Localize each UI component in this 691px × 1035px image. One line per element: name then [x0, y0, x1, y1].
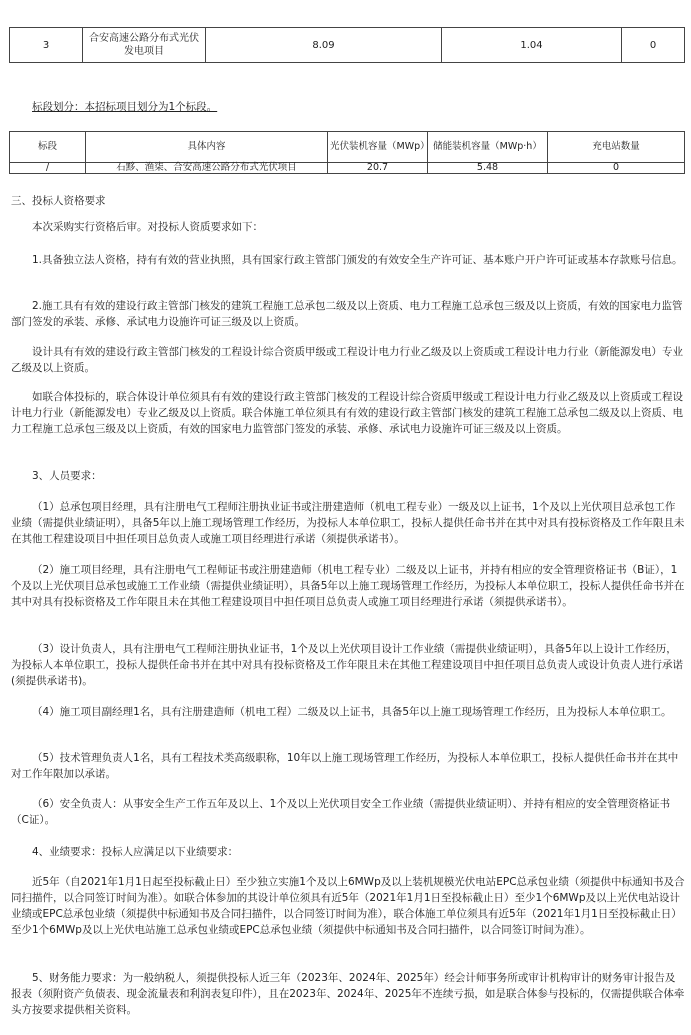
- paragraph-personnel-heading: 3、人员要求：: [32, 470, 102, 482]
- paragraph-performance-heading: 4、业绩要求：投标人应满足以下业绩要求：: [32, 846, 239, 858]
- paragraph-consortium-qualification: 如联合体投标的，联合体设计单位须具有有效的建设行政主管部门核发的工程设计综合资质甲级或工程设计电力行业乙级及以上资质或工程设计电力行业（新能源发电）专业乙级及以上资质。联合体施工单位须具有有效的建设行政主管部门核发的建筑工程施工总承包二级及以上资质、电力工程施工总承包三级及以上资质，有效的国家电力监管部门签发的承装、承修、承试电力设施许可证三级及以上资质。: [11, 391, 683, 435]
- table-cell: 20.7: [328, 163, 428, 174]
- table-cell: 0: [622, 28, 685, 63]
- table-cell: 0: [548, 163, 685, 174]
- paragraph-personnel-2: （2）施工项目经理，具有注册电气工程师证书或注册建造师（机电工程专业）二级及以上证书，并持有相应的安全管理资格证书（B证），1个及以上光伏项目总承包或施工工作业绩（需提供业绩证明），具备5年以上施工现场管理工作经历，为投标人本单位职工，投标人提供任命书并在其中对具有投标资格及工作年限且未在其他工程建设项目中担任项目总负责人或施工项目经理进行承诺（须提供承诺书）。: [11, 564, 685, 608]
- table-row: [10, 28, 685, 63]
- table-cell: 3: [10, 28, 83, 63]
- table-header-cell: 具体内容: [86, 132, 328, 163]
- table-row: [10, 163, 685, 174]
- table-cell: 5.48: [428, 163, 548, 174]
- table-cell: 1.04: [442, 28, 622, 63]
- section-table: [9, 131, 685, 174]
- qualification-heading: 三、投标人资格要求: [11, 195, 106, 207]
- paragraph-construction-qualification: 2.施工具有有效的建设行政主管部门核发的建筑工程施工总承包二级及以上资质、电力工程施工总承包三级及以上资质，有效的国家电力监管部门签发的承装、承修、承试电力设施许可证三级及以上资质。: [11, 300, 683, 328]
- paragraph-design-qualification: 设计具有有效的建设行政主管部门核发的工程设计综合资质甲级或工程设计电力行业乙级及以上资质或工程设计电力行业（新能源发电）专业乙级及以上资质。: [11, 346, 683, 374]
- table-cell: 石黟、渔柒、合安高速公路分布式光伏项目: [86, 163, 328, 174]
- paragraph-legal-entity: 1.具备独立法人资格，持有有效的营业执照，具有国家行政主管部门颁发的有效安全生产许可证、基本账户开户许可证或基本存款账号信息。: [32, 254, 683, 266]
- paragraph-personnel-3: （3）设计负责人，具有注册电气工程师注册执业证书，1个及以上光伏项目设计工作业绩（需提供业绩证明），具备5年以上设计工作经历，为投标人本单位职工，投标人提供任命书并在其中对具有投标资格及工作年限且未在其他工程建设项目中担任项目总负责人或设计负责人进行承诺(须提供承诺书)。: [11, 643, 683, 687]
- paragraph-personnel-6: （6）安全负责人：从事安全生产工作五年及以上、1个及以上光伏项目安全工作业绩（需提供业绩证明）、并持有相应的安全管理资格证书（C证）。: [11, 798, 671, 826]
- paragraph-performance-requirement: 近5年（自2021年1月1日起至投标截止日）至少独立实施1个及以上6MWp及以上装机规模光伏电站EPC总承包业绩（须提供中标通知书及合同扫描件，以合同签订时间为准）。如联合体参加的其设计单位须具有近5年（2021年1月1日至投标截止日）至少1个6MWp及以上光伏电站设计业绩或EPC总承包业绩（须提供中标通知书及合同扫描件，以合同签订时间为准），联合体施工单位须具有近5年（2021年1月1日至投标截止日）至少1个6MWp及以上光伏电站施工总承包业绩或EPC总承包业绩（须提供中标通知书及合同扫描件，以合同签订时间为准）。: [11, 876, 685, 936]
- paragraph-personnel-1: （1）总承包项目经理，具有注册电气工程师注册执业证书或注册建造师（机电工程专业）一级及以上证书，1个及以上光伏项目总承包工作业绩（需提供业绩证明），具备5年以上施工现场管理工作经历，为投标人本单位职工，投标人提供任命书并在其中对具有投标资格及工作年限且未在其他工程建设项目中担任项目总负责人或施工项目经理进行承诺（须提供承诺书）。: [11, 501, 685, 545]
- table-cell: /: [10, 163, 86, 174]
- paragraph-intro: 本次采购实行资格后审。对投标人资质要求如下：: [32, 221, 263, 233]
- table-cell: 合安高速公路分布式光伏发电项目: [83, 28, 206, 63]
- table-header-cell: 充电站数量: [548, 132, 685, 163]
- table-cell: 8.09: [206, 28, 442, 63]
- paragraph-personnel-4: （4）施工项目副经理1名，具有注册建造师（机电工程）二级及以上证书，具备5年以上施工现场管理工作经历，且为投标人本单位职工。: [32, 706, 672, 718]
- project-table: [9, 27, 685, 63]
- paragraph-financial-requirement: 5、财务能力要求：为一般纳税人，须提供投标人近三年（2023年、2024年、2025年）经会计师事务所或审计机构审计的财务审计报告及报表（须附资产负债表、现金流量表和利润表复印件），且在2023年、2024年、2025年不连续亏损，如是联合体参与投标的，仅需提供联合体牵头方按要求提供相关资料。: [11, 972, 685, 1016]
- table-header-cell: 光伏装机容量（MWp）: [328, 132, 428, 163]
- paragraph-personnel-5: （5）技术管理负责人1名，具有工程技术类高级职称，10年以上施工现场管理工作经历，为投标人本单位职工，投标人提供任命书并在其中对工作年限加以承诺。: [11, 752, 679, 780]
- table-header-row: [10, 132, 685, 163]
- section-division-text: 标段划分：本招标项目划分为1个标段。: [32, 101, 218, 113]
- table-header-cell: 标段: [10, 132, 86, 163]
- table-header-cell: 储能装机容量（MWp·h）: [428, 132, 548, 163]
